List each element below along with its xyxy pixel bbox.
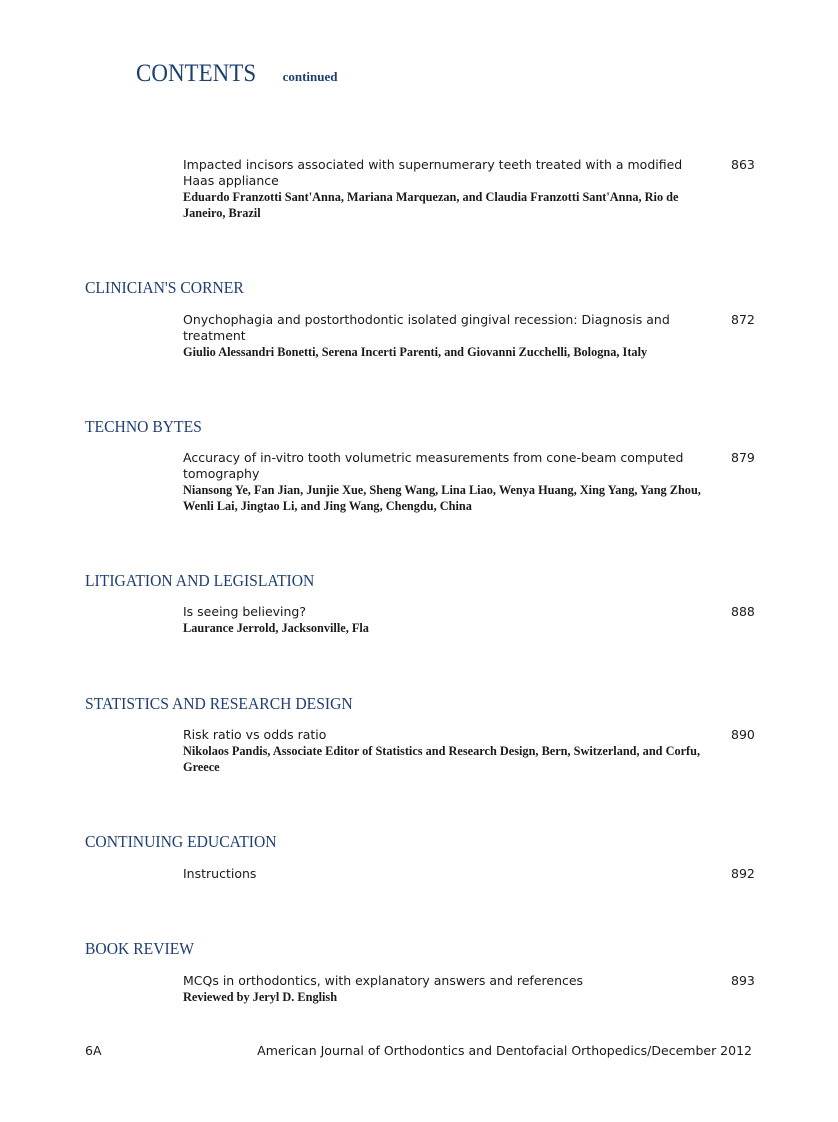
entry-title: Accuracy of in-vitro tooth volumetric measurements from cone-beam computed tomography [183,450,684,481]
toc-entry-instructions[interactable] [183,866,713,882]
toc-entry-tooth-volumetric[interactable] [183,450,713,514]
entry-title: MCQs in orthodontics, with explanatory answers and references [183,973,584,988]
entry-title: Instructions [183,866,257,881]
entry-page-number: 893 [731,973,755,988]
entry-authors: Laurance Jerrold, Jacksonville, Fla [183,621,369,635]
section-title-litigation: LITIGATION AND LEGISLATION [85,571,315,590]
entry-page-number: 890 [731,727,755,742]
page-subtitle: continued [282,69,338,84]
entry-authors: Nikolaos Pandis, Associate Editor of Statistics and Research Design, Bern, Switzerland, and Corfu, Greece [183,744,701,774]
section-title-book-review: BOOK REVIEW [85,939,195,958]
entry-page-number: 892 [731,866,755,881]
entry-title: Is seeing believing? [183,604,306,619]
footer-journal-name: American Journal of Orthodontics and Dentofacial Orthopedics/December 2012 [257,1043,752,1058]
entry-authors: Reviewed by Jeryl D. English [183,990,338,1004]
section-title-continuing-education: CONTINUING EDUCATION [85,832,277,851]
page-title: CONTENTS [136,60,257,87]
section-title-techno-bytes: TECHNO BYTES [85,417,202,436]
entry-title: Onychophagia and postorthodontic isolated gingival recession: Diagnosis and treatment [183,312,670,343]
entry-authors: Niansong Ye, Fan Jian, Junjie Xue, Sheng Wang, Lina Liao, Wenya Huang, Xing Yang, Yang Zhou, Wenli Lai, Jingtao Li, and Jing Wang, Chengdu, China [183,483,701,513]
section-title-clinicians-corner: CLINICIAN'S CORNER [85,278,244,297]
footer-page-label: 6A [85,1043,102,1058]
toc-entry-onychophagia[interactable] [183,312,713,360]
entry-page-number: 872 [731,312,755,327]
entry-page-number: 863 [731,157,755,172]
toc-entry-mcqs[interactable] [183,973,713,1005]
page-header [136,60,337,88]
toc-entry-seeing-believing[interactable] [183,604,713,636]
entry-page-number: 879 [731,450,755,465]
toc-entry-impacted-incisors[interactable] [183,157,713,221]
entry-page-number: 888 [731,604,755,619]
entry-title: Risk ratio vs odds ratio [183,727,327,742]
entry-authors: Giulio Alessandri Bonetti, Serena Incerti Parenti, and Giovanni Zucchelli, Bologna, Italy [183,345,648,359]
section-title-statistics: STATISTICS AND RESEARCH DESIGN [85,694,353,713]
entry-authors: Eduardo Franzotti Sant'Anna, Mariana Marquezan, and Claudia Franzotti Sant'Anna, Rio de Janeiro, Brazil [183,190,679,220]
toc-entry-risk-ratio[interactable] [183,727,713,775]
entry-title: Impacted incisors associated with supernumerary teeth treated with a modified Haas appliance [183,157,683,188]
